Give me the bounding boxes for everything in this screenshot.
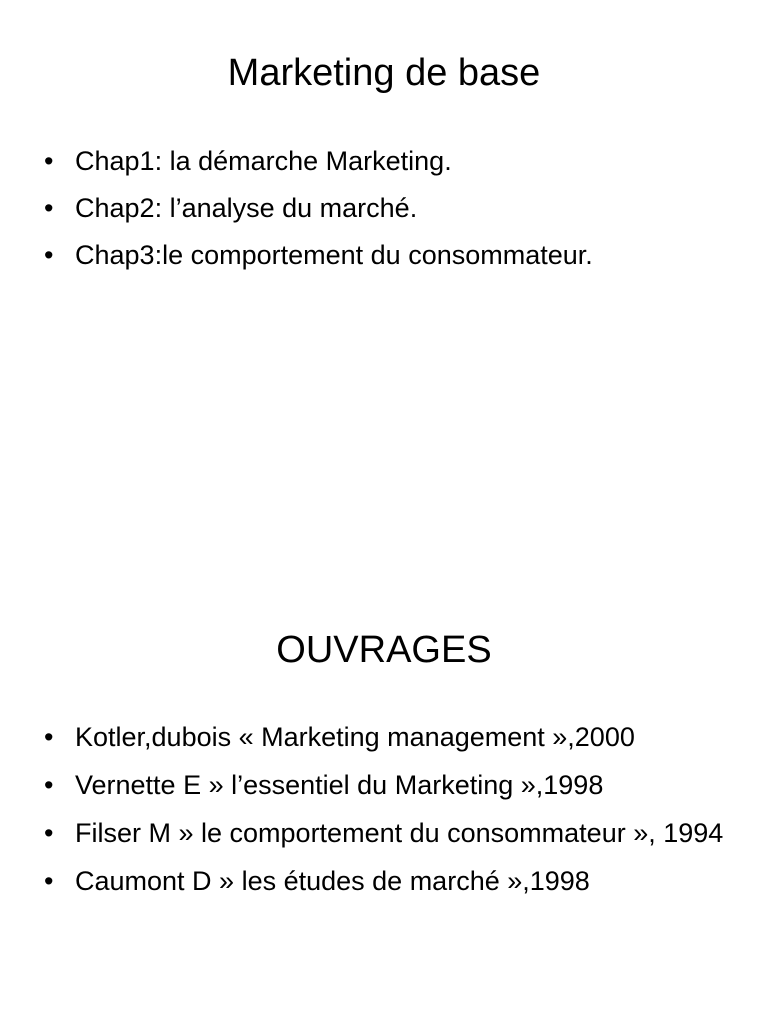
- reference-text: Filser M » le comportement du consommateur », 1994: [75, 818, 724, 848]
- chapter-text: Chap3:le comportement du consommateur.: [75, 240, 593, 270]
- list-item: [44, 237, 734, 274]
- bullet-icon: •: [44, 240, 54, 270]
- list-item: [44, 143, 734, 180]
- bullet-icon: •: [44, 818, 54, 848]
- slide-ouvrages: [0, 512, 768, 1024]
- list-item: [44, 717, 734, 758]
- bullet-icon: •: [44, 866, 54, 896]
- reference-text: Caumont D » les études de marché »,1998: [75, 866, 590, 896]
- chapter-text: Chap1: la démarche Marketing.: [75, 146, 452, 176]
- chapter-text: Chap2: l’analyse du marché.: [75, 193, 418, 223]
- chapter-list: [44, 143, 734, 284]
- list-item: [44, 813, 734, 854]
- reference-list: [44, 717, 734, 909]
- list-item: [44, 190, 734, 227]
- reference-text: Vernette E » l’essentiel du Marketing »,1998: [75, 770, 604, 800]
- slide-title: OUVRAGES: [276, 629, 492, 671]
- bullet-icon: •: [44, 722, 54, 752]
- slide-title: Marketing de base: [227, 52, 541, 94]
- list-item: [44, 765, 734, 806]
- bullet-icon: •: [44, 146, 54, 176]
- bullet-icon: •: [44, 193, 54, 223]
- reference-text: Kotler,dubois « Marketing management »,2000: [75, 722, 635, 752]
- list-item: [44, 861, 734, 902]
- bullet-icon: •: [44, 770, 54, 800]
